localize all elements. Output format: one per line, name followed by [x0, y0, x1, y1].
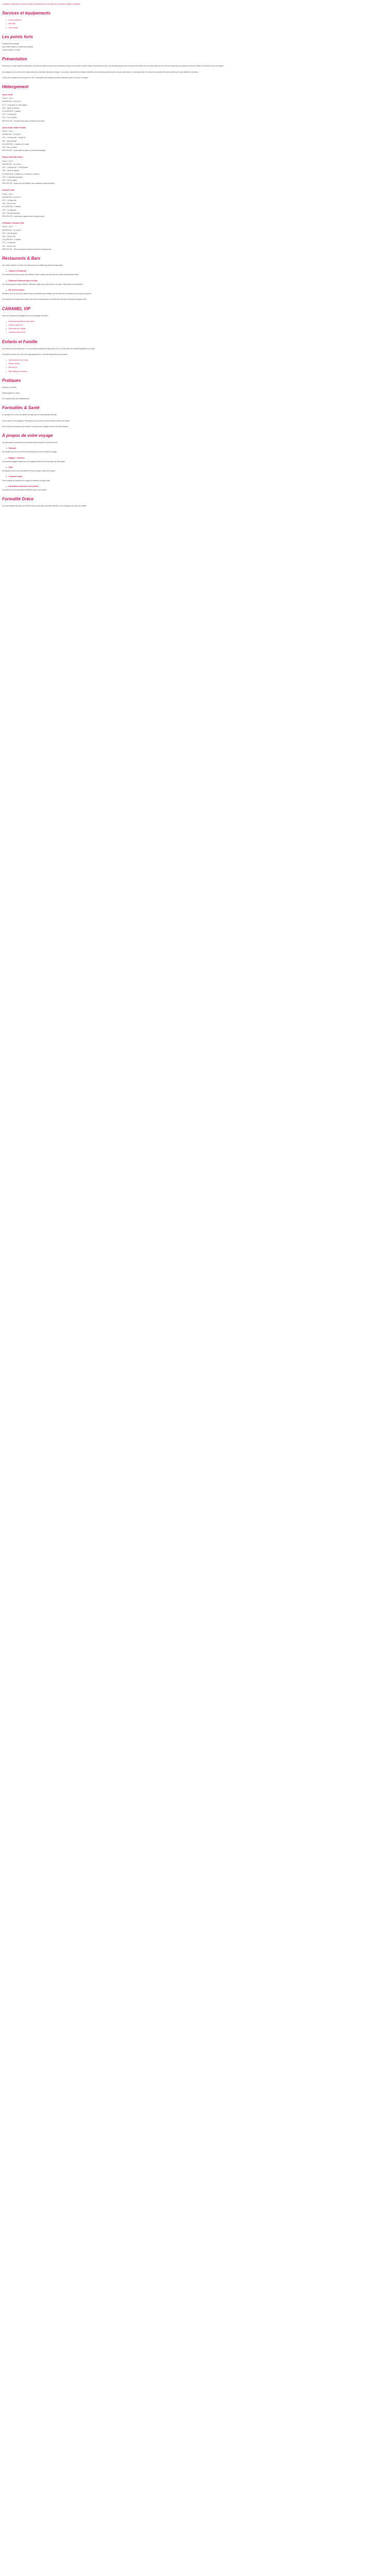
restaurant-description: Le restaurant principal propose des buffets à thème chaque soir ainsi qu'une cuisine internationale variée. — [2, 274, 79, 276]
room-detail-line: OCCUPATION : 4 adultes — [2, 239, 21, 241]
caramel-vip-intro: Vivez une expérience privilégiée avec nos avantages exclusifs : — [2, 314, 48, 317]
presentation-paragraph: L'accès aux chambres a lieu à partir de 15h. La libération des chambres doit être effectuée avant 11h le jour du départ. — [2, 76, 89, 79]
room-detail-line: LITS : 2 chambres séparées — [2, 176, 23, 178]
point-fort-item: Cuisine raffinée et variée — [2, 49, 21, 52]
restaurants-title: Restaurants & Bars — [2, 256, 41, 261]
pratiques-paragraph: Animaux non admis. — [2, 386, 17, 388]
enfants-list — [2, 359, 388, 373]
restaurant-description: Une cuisine gastronomique raffinée, élaborée à partir de produits frais et de saison. Réservation recommandée. — [2, 283, 84, 285]
restaurants-list — [2, 270, 388, 295]
room-details — [2, 160, 388, 185]
room-detail-line: SPÉCIFICITÉ : Accès direct au jardin et terrasse aménagée. — [2, 149, 46, 152]
services-title: Services et équipements — [2, 11, 51, 16]
restaurant-name: ■ Restaurant Gastronomique à la Carte — [6, 280, 388, 282]
points-forts-title: Les points forts — [2, 34, 34, 39]
propos-item-text: Il est conseillé de respecter les usages et traditions du pays visité. — [2, 479, 51, 482]
room-detail-line: SUPERFICIE : 48 à 52 m² — [2, 196, 22, 198]
breadcrumb-text[interactable]: Conditions Générales de Vente du séjour Chambres de 25 cm (arrivée et départ en juillet) Formalités — [2, 3, 80, 5]
room-detail-line: VUE : Vue sur mer — [2, 235, 16, 238]
breadcrumb — [2, 3, 388, 6]
room-detail-line: LITS : 1 lit king-size + canapé-lit — [2, 137, 26, 139]
enfants-item: ● Baby-sitting sur demande — [6, 370, 388, 373]
room-detail-line: TAILLE : 30 m² — [2, 97, 13, 100]
room-detail-line: LITS : 1 lit king-size — [2, 199, 17, 201]
restaurant-name: ■ Bar du Pool Pavillon — [6, 289, 388, 292]
enfants-item: ● Aire de jeux — [6, 366, 388, 369]
enfants-item: ● Club enfants de 4 à 12 ans — [6, 359, 388, 362]
vip-item: ● Accès au salon VIP — [6, 324, 388, 327]
presentation-paragraph: Situé dans un cadre naturel exceptionnel, cet hôtel de charme propose une expérience unique où le confort moderne s'allie à l'authenticité locale. Les chambres spacieuses et lumineuses offrent une vue imprenable sur les environs, tandis que les espaces communs invitent à la détente et à la convivialité. — [2, 65, 224, 67]
room-name: Caramel Suite — [2, 189, 14, 192]
room-detail-line: VUE : Jardin privatif — [2, 140, 17, 142]
restaurant-name: ■ Caramel La Restaurant — [6, 270, 388, 273]
room-detail-line: OCCUPATION : 2 adultes et 1 enfant — [2, 143, 29, 145]
room-detail-line: OCCUPATION : 2 adultes — [2, 206, 21, 208]
room-detail-line: OCCUPATION : 2 adultes — [2, 110, 21, 113]
room-name: Junior Suite Jardin Privatif — [2, 126, 26, 129]
pratiques-title: Pratiques — [2, 378, 21, 383]
enfants-paragraph: Les enfants sont les bienvenus ! Un club enfants accueille les plus jeunes de 4 à 12 ans avec des activités adaptées à leur âge. — [2, 347, 95, 350]
room-detail-line: VUE : Jardin ou piscine — [2, 170, 20, 172]
room-detail-line: VUE : Vue sur jardin — [2, 116, 17, 119]
room-detail-line: VUE : Vue panoramique — [2, 212, 20, 214]
presentation-paragraph: Les équipes sont au service des séjournants pour vous faire découvrir la région : excursions, randonnées et visites culturelles vous seront proposées tout au long de votre séjour. Le restaurant met à l'honneur les produits du terroir à travers une carte raffinée et de saison. — [2, 71, 199, 73]
formalites-paragraph: Aucun vaccin n'est obligatoire. Renseignez-vous auprès de votre médecin avant votre départ. — [2, 419, 70, 422]
room-detail-line: SUPERFICIE : 75 à 85 m² — [2, 229, 22, 231]
room-detail-line: TAILLE : 80 m² — [2, 226, 13, 228]
room-name: Family Suite Mini-Home — [2, 156, 23, 159]
point-fort-item: Spa, centre fitness & nombreuses activités — [2, 46, 34, 48]
room-detail-line: TAILLE : 50 m² — [2, 193, 13, 195]
room-detail-line: LITS : 1 lit double ou 2 lits simples — [2, 104, 27, 106]
room-detail-line: VUE : Jardin ou piscine — [2, 107, 20, 109]
room-detail-line: SPÉCIFICITÉ : Idéale pour les familles, deux chambres communicantes. — [2, 182, 55, 185]
presentation-title: Présentation — [2, 57, 27, 62]
propos-item-text: La franchise bagages dépend de la compagnie aérienne et de la classe de réservation. — [2, 460, 66, 463]
hebergement-title: Hébergement — [2, 84, 29, 90]
room-details — [2, 193, 388, 218]
propos-title: À propos de votre voyage — [2, 433, 53, 438]
room-name: L'Etraliture Caramel Villa — [2, 222, 24, 225]
pratiques-paragraph: Wi-Fi gratuit dans tout l'établissement. — [2, 398, 30, 400]
propos-item-text: Consultez les recommandations officielles avant votre départ. — [2, 489, 47, 492]
room-name: Junior Suite — [2, 94, 13, 96]
room-detail-line: SUPERFICIE : 28 à 32 m² — [2, 100, 22, 103]
room-detail-line: LITS : 1 lit king-size — [2, 209, 17, 211]
point-fort-item: Emplacement privilégié — [2, 42, 19, 45]
room-detail-line: LITS : 1 lit king-size + 2 lits simples — [2, 166, 28, 169]
room-detail-line: VUE : Vue sur jardin — [2, 146, 17, 149]
rooms-list — [2, 94, 388, 251]
formalites-paragraph: Nous vous recommandons de souscrire une assurance voyage couvrant les frais médicaux. — [2, 425, 69, 428]
room-details — [2, 130, 388, 152]
service-item: ● Club enfants — [6, 27, 388, 29]
caramel-vip-title: CARAMEL VIP — [2, 306, 30, 311]
content — [2, 3, 388, 515]
formalite-grece-title: Formalité Grèce — [2, 497, 34, 502]
points-forts-list — [2, 43, 388, 52]
room-detail-line: SPÉCIFICITÉ : Suite haut de gamme avec terrasse privée. — [2, 215, 45, 217]
room-detail-line: OCCUPATION : 4 adultes ou 2 adultes et 2 enfants — [2, 173, 40, 175]
vip-item: ● Accueil personnalisé à votre arrivée — [6, 320, 388, 323]
propos-item-text: Les horaires de vol vous seront communiqués avec votre carnet de voyage. — [2, 451, 57, 453]
room-detail-line: SPÉCIFICITÉ : Chambre avec balcon privatif et coin salon. — [2, 120, 45, 122]
propos-item-text: Renseignez-vous sur les formalités de visa en vigueur avant votre départ. — [2, 470, 56, 472]
room-details — [2, 97, 388, 123]
footer-space — [2, 511, 388, 515]
propos-item-title: ■ Informations médicales et sécuritaires — [6, 485, 388, 488]
room-detail-line: TAILLE : 35 m² — [2, 130, 13, 133]
room-detail-line: SUPERFICIE : 44 à 48 m² — [2, 163, 22, 165]
restaurant-description: Détendez-vous au bord de la piscine avec une sélection de cocktails, jus de fruits frais et snacks tout au long de la journée. — [2, 293, 92, 295]
vip-item: ● Dîner privé sur la plage — [6, 328, 388, 330]
enfants-paragraph: Les bébés de moins de 2 ans sont logés gratuitement. Lits bébé disponibles sur demande. — [2, 353, 68, 355]
room-detail-line: LITS : 1 lit king-size — [2, 113, 17, 116]
propos-list — [2, 447, 388, 492]
room-detail-line: VUE : Vue sur mer — [2, 245, 16, 247]
formalites-paragraph: Un passeport en cours de validité est exigé pour les ressortissants français. — [2, 414, 57, 416]
room-detail-line: SUPERFICIE : 34 à 38 m² — [2, 133, 22, 136]
formalite-grece-paragraph: Les ressortissants français doivent être munis d'une carte nationale d'identité ou d'un passeport en cours de validité. — [2, 505, 87, 507]
enfants-title: Enfants et Famille — [2, 339, 38, 344]
vip-item: ● Transferts privés inclus — [6, 331, 388, 334]
room-detail-line: LITS : 2 chambres — [2, 242, 16, 244]
enfants-item: ● Piscine enfants — [6, 363, 388, 365]
propos-item-title: ■ Transport — [6, 447, 388, 450]
room-detail-line: SPÉCIFICITÉ : Villa avec piscine privative et service de majordome. — [2, 248, 52, 250]
caramel-vip-list — [2, 320, 388, 334]
restaurants-outro: Les horaires des restaurants et bars vous seront communiqués à votre arrivée. Une tenue correcte est exigée le soir. — [2, 298, 87, 301]
room-details — [2, 226, 388, 251]
restaurants-intro: Une cuisine raffinée et variée vous attend dans nos différents points de restauration. — [2, 264, 63, 266]
room-detail-line: TAILLE : 45 m² — [2, 160, 13, 162]
services-list — [2, 19, 388, 29]
propos-item-title: ■ Bagages - Franchise — [6, 457, 388, 460]
pratiques-paragraph: Parking gratuit sur place. — [2, 392, 21, 395]
service-item: ● Piscine extérieure — [6, 19, 388, 22]
formalites-title: Formalités & Santé — [2, 405, 40, 411]
propos-item-title: ■ Visas — [6, 466, 388, 469]
propos-item-title: ■ Coutumes locales — [6, 476, 388, 478]
room-detail-line: LITS : 2 lits king-size — [2, 232, 18, 234]
service-item: ● Bain/SPA — [6, 23, 388, 25]
room-detail-line: VUE : Vue sur jardin — [2, 179, 17, 181]
propos-intro: Les informations présentées sont données à titre indicatif et peuvent évoluer. — [2, 442, 58, 444]
room-detail-line: VUE : Vue sur mer — [2, 202, 16, 205]
